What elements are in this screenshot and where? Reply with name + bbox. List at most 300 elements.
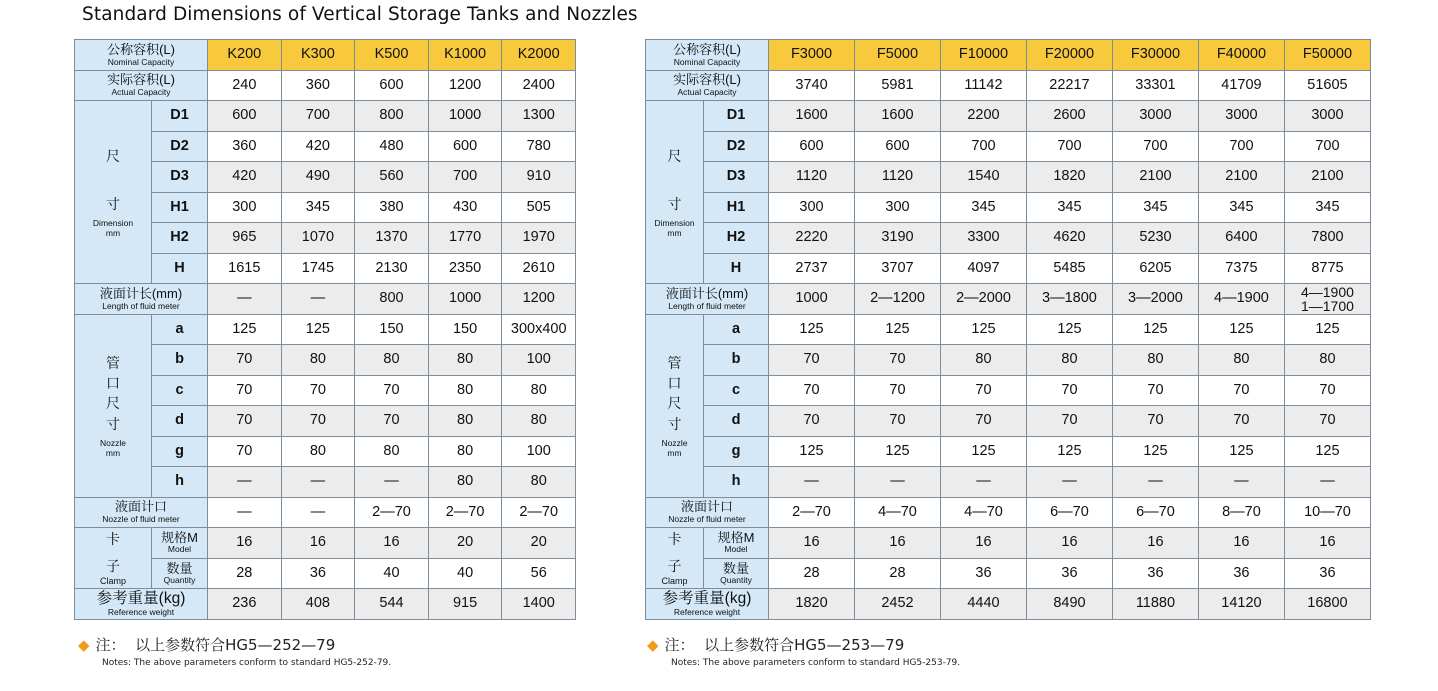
table-cell: 28 (208, 558, 282, 589)
table-cell: 16 (355, 528, 429, 559)
table-cell: 3—2000 (1112, 284, 1198, 315)
table-cell: 8775 (1284, 253, 1370, 284)
table-cell: 910 (502, 162, 576, 193)
table-cell: 600 (355, 70, 429, 101)
table-cell: 2610 (502, 253, 576, 284)
table-row (646, 497, 1371, 528)
left-spec-table (74, 39, 576, 620)
table-cell: 11142 (940, 70, 1026, 101)
dimension-sub-label: H (152, 253, 208, 284)
table-row (75, 70, 576, 101)
table-cell: 51605 (1284, 70, 1370, 101)
table-row (646, 375, 1371, 406)
table-cell: 300x400 (502, 314, 576, 345)
dimension-sub-label: H1 (152, 192, 208, 223)
table-cell: 80 (428, 375, 502, 406)
nominal-capacity-label: 公称容积(L) Nominal Capacity (75, 40, 208, 71)
table-cell: 2130 (355, 253, 429, 284)
table-cell: 345 (281, 192, 355, 223)
table-row (75, 314, 576, 345)
table-cell: — (1198, 467, 1284, 498)
table-cell: 20 (502, 528, 576, 559)
table-cell: 150 (428, 314, 502, 345)
table-cell: 1820 (769, 589, 855, 620)
table-cell: 16 (1198, 528, 1284, 559)
dimension-sub-label: H1 (704, 192, 769, 223)
nozzle-sub-label: h (152, 467, 208, 498)
table-row (646, 131, 1371, 162)
clamp-model-label: 规格M Model (704, 528, 769, 559)
table-cell: 490 (281, 162, 355, 193)
table-cell: 125 (1284, 314, 1370, 345)
table-cell: — (281, 284, 355, 315)
dimension-sub-label: D3 (704, 162, 769, 193)
table-cell: 700 (940, 131, 1026, 162)
table-cell: 70 (208, 345, 282, 376)
table-cell: 700 (1198, 131, 1284, 162)
dimension-group-label: 尺 寸 Dimension mm (646, 101, 704, 284)
table-cell: 80 (502, 467, 576, 498)
table-cell: — (208, 284, 282, 315)
model-header-cell: F40000 (1198, 40, 1284, 71)
table-cell: 3—1800 (1026, 284, 1112, 315)
table-cell: 1615 (208, 253, 282, 284)
table-cell: 2400 (502, 70, 576, 101)
table-cell: 125 (855, 314, 941, 345)
table-cell: 5230 (1112, 223, 1198, 254)
table-cell: 4—70 (940, 497, 1026, 528)
table-cell: 700 (1112, 131, 1198, 162)
table-cell: 70 (208, 406, 282, 437)
table-cell: 2—70 (502, 497, 576, 528)
table-cell: 360 (281, 70, 355, 101)
table-cell: 11880 (1112, 589, 1198, 620)
note-text-en: Notes: The above parameters conform to standard HG5-252-79. (102, 658, 392, 668)
table-cell: 345 (1026, 192, 1112, 223)
nozzle-sub-label: c (704, 375, 769, 406)
table-cell: 6400 (1198, 223, 1284, 254)
table-cell: 2350 (428, 253, 502, 284)
model-header-cell: K500 (355, 40, 429, 71)
actual-capacity-label: 实际容积(L) Actual Capacity (75, 70, 208, 101)
table-cell: 70 (281, 406, 355, 437)
table-cell: 1400 (502, 589, 576, 620)
table-row (646, 345, 1371, 376)
table-cell: 700 (1284, 131, 1370, 162)
table-cell: 3000 (1284, 101, 1370, 132)
nozzle-sub-label: d (704, 406, 769, 437)
table-cell: 80 (1284, 345, 1370, 376)
fluid-meter-nozzle-label: 液面计口 Nozzle of fluid meter (75, 497, 208, 528)
table-cell: 1000 (769, 284, 855, 315)
note-prefix: 注： (664, 636, 695, 654)
model-header-cell: F30000 (1112, 40, 1198, 71)
table-cell: 70 (1026, 375, 1112, 406)
table-cell: 480 (355, 131, 429, 162)
nozzle-sub-label: g (704, 436, 769, 467)
nozzle-sub-label: c (152, 375, 208, 406)
dimension-sub-label: H (704, 253, 769, 284)
table-cell: 5981 (855, 70, 941, 101)
right-note (647, 634, 960, 668)
nozzle-sub-label: d (152, 406, 208, 437)
table-cell: 6205 (1112, 253, 1198, 284)
table-cell: — (1026, 467, 1112, 498)
dimension-sub-label: D1 (704, 101, 769, 132)
clamp-model-label: 规格M Model (152, 528, 208, 559)
table-cell: 70 (355, 375, 429, 406)
table-cell: 3190 (855, 223, 941, 254)
table-cell: 7375 (1198, 253, 1284, 284)
table-cell: 380 (355, 192, 429, 223)
table-cell: 1200 (502, 284, 576, 315)
model-header-cell: K200 (208, 40, 282, 71)
table-cell: 36 (1026, 558, 1112, 589)
table-cell: 80 (281, 436, 355, 467)
table-cell: 2100 (1198, 162, 1284, 193)
dimension-sub-label: D1 (152, 101, 208, 132)
table-cell: 70 (1198, 406, 1284, 437)
table-cell: 600 (855, 131, 941, 162)
note-text-zh: 以上参数符合HG5—253—79 (704, 636, 905, 654)
table-cell: 70 (855, 406, 941, 437)
table-cell: 70 (1284, 406, 1370, 437)
table-cell: 125 (1284, 436, 1370, 467)
table-cell: 800 (355, 101, 429, 132)
table-cell: 16 (1112, 528, 1198, 559)
table-cell: 1745 (281, 253, 355, 284)
table-cell: 4—70 (855, 497, 941, 528)
table-cell: 345 (1112, 192, 1198, 223)
table-cell: 125 (1112, 436, 1198, 467)
table-cell: 430 (428, 192, 502, 223)
table-row (646, 467, 1371, 498)
table-row (646, 314, 1371, 345)
table-cell: 14120 (1198, 589, 1284, 620)
table-cell: 36 (1284, 558, 1370, 589)
table-cell: 33301 (1112, 70, 1198, 101)
table-cell: 3000 (1112, 101, 1198, 132)
table-cell: 70 (208, 436, 282, 467)
table-cell: 28 (769, 558, 855, 589)
table-cell: 125 (769, 314, 855, 345)
clamp-group-label: 卡 子 Clamp (646, 528, 704, 589)
table-row (646, 162, 1371, 193)
table-cell: 420 (208, 162, 282, 193)
table-cell: — (281, 467, 355, 498)
table-cell: 70 (855, 375, 941, 406)
nozzle-sub-label: g (152, 436, 208, 467)
diamond-bullet-icon: ◆ (647, 636, 659, 654)
table-cell: 80 (281, 345, 355, 376)
table-cell: 3740 (769, 70, 855, 101)
table-cell: — (769, 467, 855, 498)
table-row (75, 497, 576, 528)
clamp-quantity-label: 数量 Quantity (704, 558, 769, 589)
table-cell: 70 (855, 345, 941, 376)
fluid-meter-nozzle-label: 液面计口 Nozzle of fluid meter (646, 497, 769, 528)
table-cell: 300 (208, 192, 282, 223)
clamp-quantity-label: 数量 Quantity (152, 558, 208, 589)
table-cell: 20 (428, 528, 502, 559)
dimension-sub-label: H2 (704, 223, 769, 254)
table-cell: 70 (769, 375, 855, 406)
table-row (646, 406, 1371, 437)
table-cell: 3707 (855, 253, 941, 284)
table-cell: 70 (1026, 406, 1112, 437)
table-cell: 1200 (428, 70, 502, 101)
table-cell: 7800 (1284, 223, 1370, 254)
table-row (646, 253, 1371, 284)
reference-weight-label: 参考重量(kg) Reference weight (75, 589, 208, 620)
table-cell: 300 (855, 192, 941, 223)
table-cell: 300 (769, 192, 855, 223)
table-cell: 345 (1284, 192, 1370, 223)
nozzle-group-label: 管 口 尺 寸 Nozzle mm (646, 314, 704, 497)
table-cell: 780 (502, 131, 576, 162)
table-cell: 6—70 (1026, 497, 1112, 528)
clamp-group-label: 卡 子 Clamp (75, 528, 152, 589)
table-cell: 16 (208, 528, 282, 559)
table-cell: 125 (1026, 314, 1112, 345)
dimension-group-label: 尺 寸 Dimension mm (75, 101, 152, 284)
table-cell: — (855, 467, 941, 498)
table-cell: 600 (208, 101, 282, 132)
table-cell: 80 (1198, 345, 1284, 376)
table-cell: 80 (940, 345, 1026, 376)
table-cell: 16 (1026, 528, 1112, 559)
table-cell: 4097 (940, 253, 1026, 284)
table-cell: 345 (1198, 192, 1284, 223)
table-cell: 40 (355, 558, 429, 589)
model-header-cell: F20000 (1026, 40, 1112, 71)
reference-weight-label: 参考重量(kg) Reference weight (646, 589, 769, 620)
dimension-sub-label: D2 (152, 131, 208, 162)
model-header-cell: K2000 (502, 40, 576, 71)
diamond-bullet-icon: ◆ (78, 636, 90, 654)
table-cell: 125 (1112, 314, 1198, 345)
nominal-capacity-label: 公称容积(L) Nominal Capacity (646, 40, 769, 71)
table-cell: 4—1900 1—1700 (1284, 284, 1370, 315)
nozzle-group-label: 管 口 尺 寸 Nozzle mm (75, 314, 152, 497)
table-row (75, 40, 576, 71)
page-title: Standard Dimensions of Vertical Storage Tanks and Nozzles (82, 4, 638, 25)
table-cell: 125 (855, 436, 941, 467)
table-cell: 70 (1284, 375, 1370, 406)
table-cell: 1820 (1026, 162, 1112, 193)
table-row (646, 40, 1371, 71)
table-cell: 3000 (1198, 101, 1284, 132)
table-cell: 5485 (1026, 253, 1112, 284)
table-cell: 70 (1198, 375, 1284, 406)
table-cell: 56 (502, 558, 576, 589)
dimension-sub-label: D3 (152, 162, 208, 193)
table-cell: 70 (281, 375, 355, 406)
table-cell: 80 (355, 345, 429, 376)
table-cell: 70 (940, 406, 1026, 437)
table-cell: 2100 (1284, 162, 1370, 193)
table-cell: 80 (428, 436, 502, 467)
table-cell: 125 (208, 314, 282, 345)
table-cell: 4620 (1026, 223, 1112, 254)
table-cell: 4—1900 (1198, 284, 1284, 315)
table-cell: 8—70 (1198, 497, 1284, 528)
model-header-cell: F10000 (940, 40, 1026, 71)
note-prefix: 注： (95, 636, 126, 654)
table-cell: 2—1200 (855, 284, 941, 315)
table-cell: 965 (208, 223, 282, 254)
table-row (646, 101, 1371, 132)
table-cell: 125 (940, 436, 1026, 467)
table-cell: 125 (769, 436, 855, 467)
table-cell: 28 (855, 558, 941, 589)
table-cell: 80 (355, 436, 429, 467)
table-cell: 800 (355, 284, 429, 315)
table-cell: 2452 (855, 589, 941, 620)
table-cell: 915 (428, 589, 502, 620)
table-cell: 560 (355, 162, 429, 193)
table-cell: 36 (281, 558, 355, 589)
table-cell: — (940, 467, 1026, 498)
table-cell: 16 (940, 528, 1026, 559)
table-row (646, 70, 1371, 101)
table-cell: 80 (1026, 345, 1112, 376)
actual-capacity-label: 实际容积(L) Actual Capacity (646, 70, 769, 101)
nozzle-sub-label: h (704, 467, 769, 498)
table-cell: 16 (281, 528, 355, 559)
table-cell: 36 (1112, 558, 1198, 589)
table-row (646, 223, 1371, 254)
table-cell: 100 (502, 345, 576, 376)
table-cell: 70 (769, 345, 855, 376)
table-cell: 1970 (502, 223, 576, 254)
table-cell: 16 (1284, 528, 1370, 559)
model-header-cell: F5000 (855, 40, 941, 71)
table-cell: 2—70 (769, 497, 855, 528)
table-cell: 70 (1112, 406, 1198, 437)
table-row (75, 101, 576, 132)
table-cell: 150 (355, 314, 429, 345)
fluid-meter-length-label: 液面计长(mm) Length of fluid meter (75, 284, 208, 315)
table-cell: — (1284, 467, 1370, 498)
table-row (646, 558, 1371, 589)
table-cell: 2100 (1112, 162, 1198, 193)
dimension-sub-label: H2 (152, 223, 208, 254)
fluid-meter-length-label: 液面计长(mm) Length of fluid meter (646, 284, 769, 315)
table-cell: 2—70 (428, 497, 502, 528)
table-row (646, 436, 1371, 467)
table-row (75, 589, 576, 620)
table-cell: 1300 (502, 101, 576, 132)
table-cell: 2737 (769, 253, 855, 284)
table-cell: 236 (208, 589, 282, 620)
table-cell: 80 (428, 467, 502, 498)
model-header-cell: F3000 (769, 40, 855, 71)
table-cell: — (355, 467, 429, 498)
table-cell: 125 (1198, 436, 1284, 467)
table-cell: — (208, 467, 282, 498)
table-cell: — (281, 497, 355, 528)
table-cell: 1540 (940, 162, 1026, 193)
table-cell: 2—2000 (940, 284, 1026, 315)
note-text-en: Notes: The above parameters conform to standard HG5-253-79. (671, 658, 961, 668)
table-cell: 700 (428, 162, 502, 193)
table-cell: 125 (940, 314, 1026, 345)
left-note (78, 634, 391, 668)
table-row (646, 589, 1371, 620)
table-cell: — (208, 497, 282, 528)
table-cell: 70 (355, 406, 429, 437)
table-cell: 10—70 (1284, 497, 1370, 528)
table-cell: 16 (855, 528, 941, 559)
model-header-cell: K300 (281, 40, 355, 71)
dimension-sub-label: D2 (704, 131, 769, 162)
table-cell: 544 (355, 589, 429, 620)
table-cell: 408 (281, 589, 355, 620)
table-cell: 2600 (1026, 101, 1112, 132)
table-cell: 8490 (1026, 589, 1112, 620)
table-cell: 6—70 (1112, 497, 1198, 528)
table-cell: 125 (281, 314, 355, 345)
table-cell: — (1112, 467, 1198, 498)
table-cell: 1770 (428, 223, 502, 254)
table-cell: 1000 (428, 284, 502, 315)
note-text-zh: 以上参数符合HG5—252—79 (135, 636, 336, 654)
table-cell: 1120 (769, 162, 855, 193)
table-cell: 240 (208, 70, 282, 101)
table-row (646, 192, 1371, 223)
table-cell: 80 (502, 406, 576, 437)
table-cell: 80 (428, 345, 502, 376)
table-cell: 70 (940, 375, 1026, 406)
table-cell: 345 (940, 192, 1026, 223)
table-cell: 360 (208, 131, 282, 162)
table-cell: 70 (1112, 375, 1198, 406)
table-cell: 2200 (940, 101, 1026, 132)
table-cell: 100 (502, 436, 576, 467)
nozzle-sub-label: b (152, 345, 208, 376)
table-cell: 4440 (940, 589, 1026, 620)
table-row (646, 284, 1371, 315)
table-cell: 16 (769, 528, 855, 559)
table-cell: 80 (502, 375, 576, 406)
table-cell: 40 (428, 558, 502, 589)
table-cell: 70 (208, 375, 282, 406)
nozzle-sub-label: a (152, 314, 208, 345)
table-cell: 2220 (769, 223, 855, 254)
table-row (75, 284, 576, 315)
table-cell: 505 (502, 192, 576, 223)
table-cell: 36 (940, 558, 1026, 589)
table-cell: 80 (428, 406, 502, 437)
table-cell: 2—70 (355, 497, 429, 528)
table-cell: 1000 (428, 101, 502, 132)
table-cell: 1600 (769, 101, 855, 132)
table-cell: 1120 (855, 162, 941, 193)
table-cell: 700 (1026, 131, 1112, 162)
table-cell: 700 (281, 101, 355, 132)
nozzle-sub-label: b (704, 345, 769, 376)
right-spec-table (645, 39, 1371, 620)
table-cell: 70 (769, 406, 855, 437)
table-cell: 420 (281, 131, 355, 162)
table-cell: 22217 (1026, 70, 1112, 101)
table-cell: 36 (1198, 558, 1284, 589)
table-cell: 125 (1026, 436, 1112, 467)
table-cell: 41709 (1198, 70, 1284, 101)
table-cell: 80 (1112, 345, 1198, 376)
table-row (75, 528, 576, 559)
